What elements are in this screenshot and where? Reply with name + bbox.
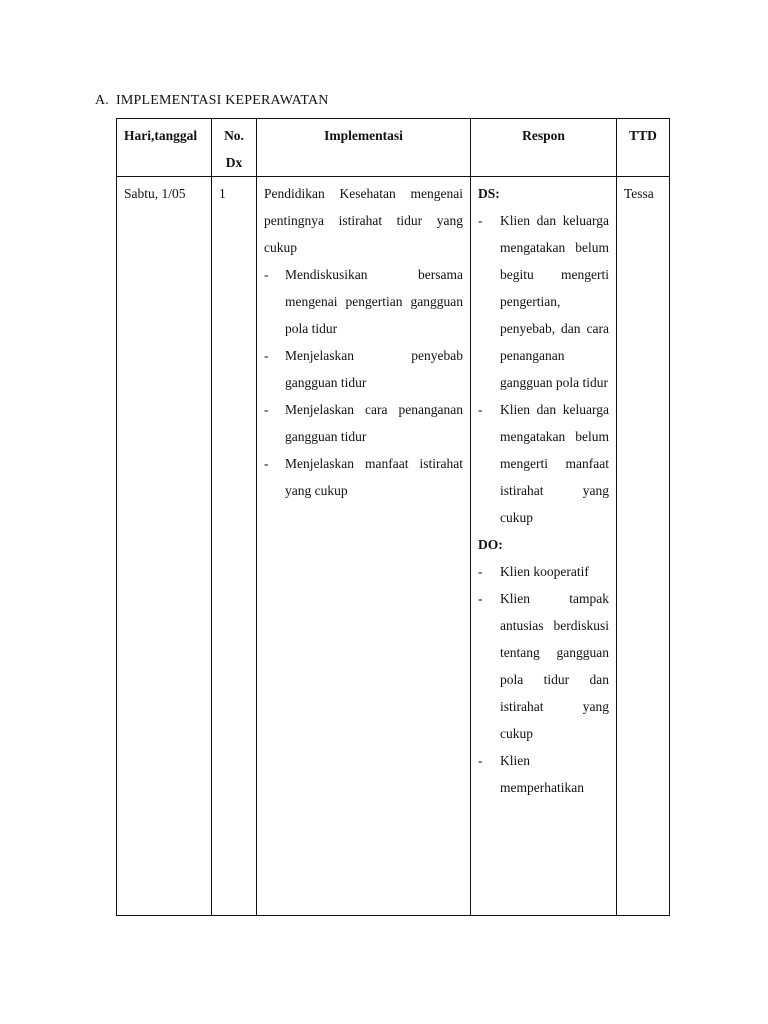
- table-row: [117, 177, 670, 916]
- section-heading: [95, 93, 329, 109]
- header-no-dx: No. Dx: [212, 119, 257, 177]
- table-header-row: [117, 119, 670, 177]
- list-item: - Menjelaskan cara penanganan gangguan tidur: [264, 396, 463, 450]
- ds-list: [478, 207, 609, 531]
- list-item: - Klien tampak antusias berdiskusi tentang gangguan pola tidur dan istirahat yang cukup: [478, 585, 609, 747]
- header-hari-tanggal: Hari,tanggal: [117, 119, 212, 177]
- implementasi-list: [264, 261, 463, 504]
- cell-hari-tanggal: Sabtu, 1/05: [117, 177, 212, 916]
- list-item: - Mendiskusikan bersama mengenai pengertian gangguan pola tidur: [264, 261, 463, 342]
- section-title: IMPLEMENTASI KEPERAWATAN: [116, 93, 329, 108]
- cell-respon: [471, 177, 617, 916]
- list-item: - Menjelaskan penyebab gangguan tidur: [264, 342, 463, 396]
- header-implementasi: Implementasi: [257, 119, 471, 177]
- header-respon: Respon: [471, 119, 617, 177]
- header-ttd: TTD: [617, 119, 670, 177]
- list-item: - Klien memperhatikan: [478, 747, 609, 801]
- implementation-table: [116, 118, 670, 916]
- list-item: - Klien dan keluarga mengatakan belum mengerti manfaat istirahat yang cukup: [478, 396, 609, 531]
- list-item: - Klien kooperatif: [478, 558, 609, 585]
- do-label: DO:: [478, 537, 503, 552]
- cell-implementasi: [257, 177, 471, 916]
- implementasi-intro: Pendidikan Kesehatan mengenai pentingnya istirahat tidur yang cukup: [264, 186, 463, 255]
- cell-no-dx: 1: [212, 177, 257, 916]
- do-list: [478, 558, 609, 801]
- ds-label: DS:: [478, 186, 500, 201]
- list-item: - Menjelaskan manfaat istirahat yang cukup: [264, 450, 463, 504]
- list-item: - Klien dan keluarga mengatakan belum begitu mengerti pengertian, penyebab, dan cara penanganan gangguan pola tidur: [478, 207, 609, 396]
- cell-ttd: Tessa: [617, 177, 670, 916]
- section-number: A.: [95, 93, 110, 108]
